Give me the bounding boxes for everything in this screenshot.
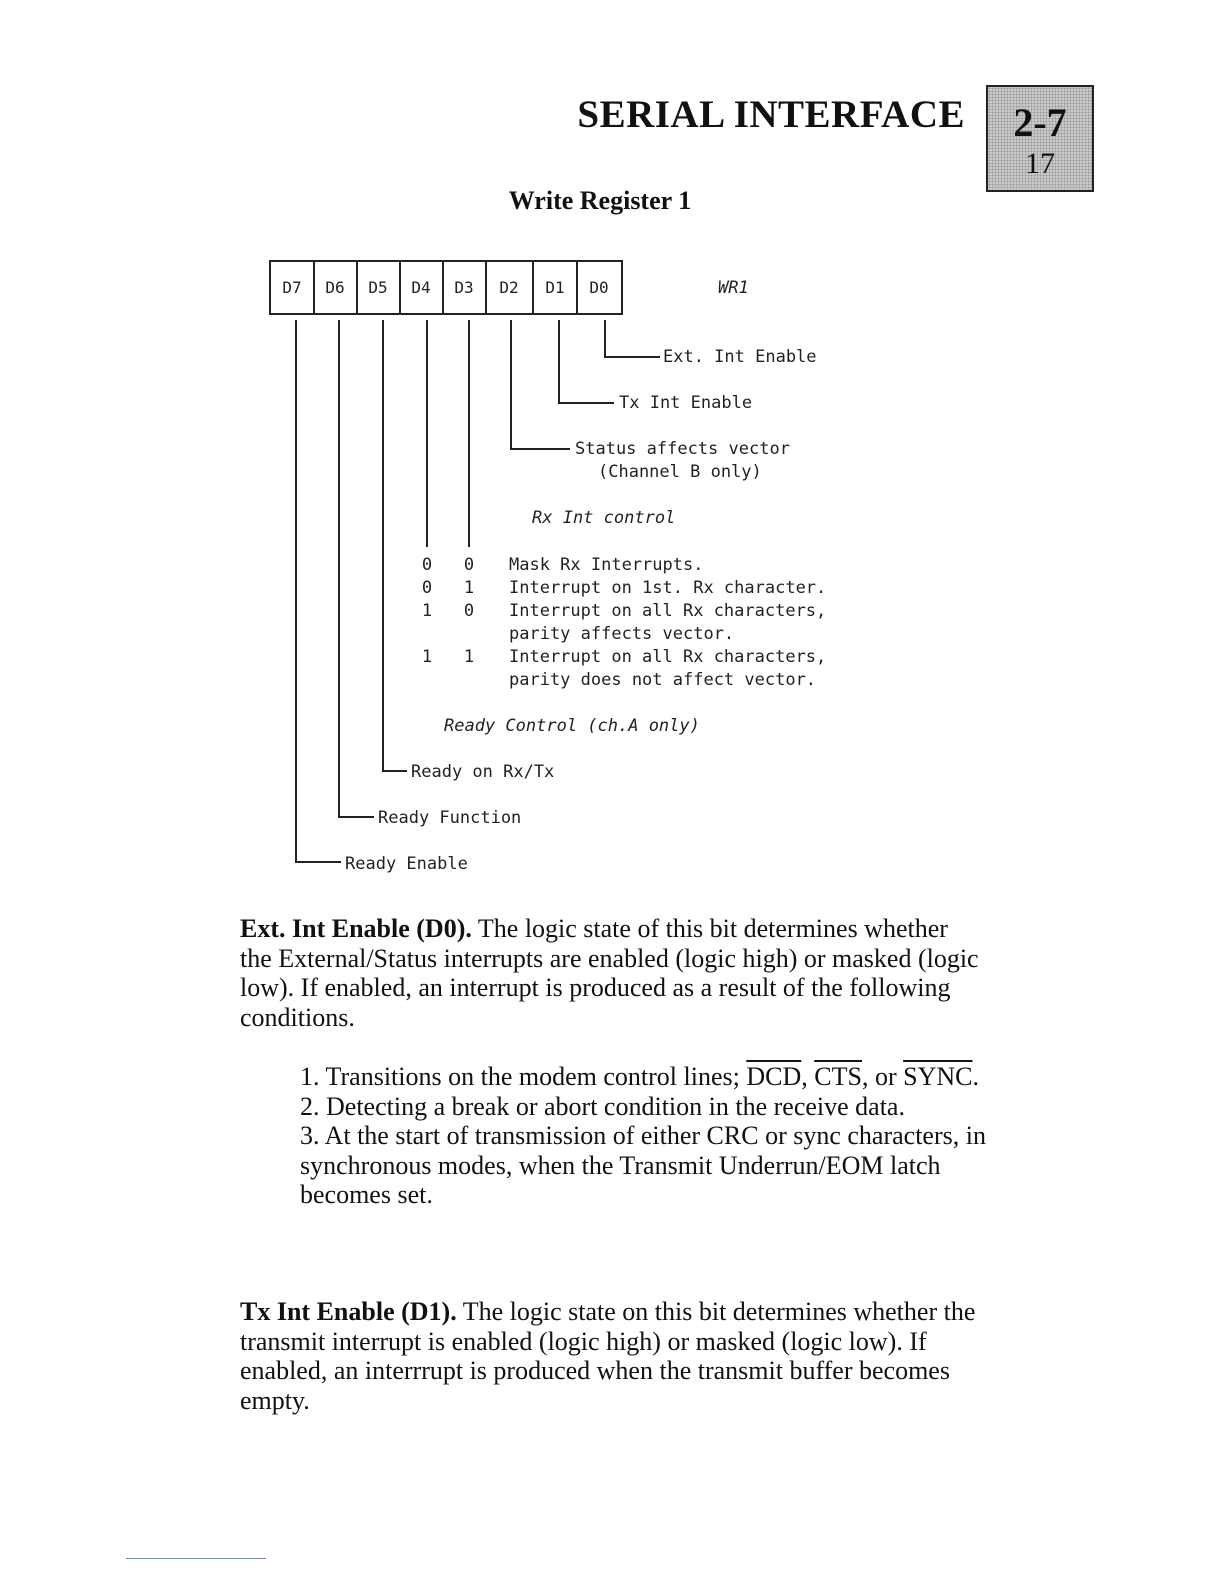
rx-row-1-d3: 0: [463, 555, 475, 575]
label-status-affects-vector: Status affects vector: [575, 439, 790, 459]
page-number: 17: [1025, 147, 1055, 180]
list-item-1-sep2: ,: [861, 1062, 869, 1091]
signal-dcd: $\overline{DCD}$: [746, 1062, 802, 1091]
rx-row-3-text-cont: parity affects vector.: [509, 624, 735, 644]
rx-row-2-text: Interrupt on 1st. Rx character.: [509, 578, 827, 598]
list-item-1-end: .: [972, 1062, 979, 1091]
rx-row-1-d4: 0: [421, 555, 433, 575]
label-tx-int-enable: Tx Int Enable: [619, 393, 753, 413]
rx-row-1-text: Mask Rx Interrupts.: [509, 555, 704, 575]
rx-row-3-d3: 0: [463, 601, 475, 621]
list-item: [300, 1062, 990, 1092]
bit-label-d4: D4: [411, 278, 431, 297]
signal-sync: SYNC: [903, 1062, 973, 1091]
ext-int-enable-heading: Ext. Int Enable (D0).: [240, 914, 472, 943]
ext-int-enable-paragraph: [240, 914, 980, 1032]
rx-int-control-heading: Rx Int control: [532, 508, 676, 528]
bit-label-d3: D3: [454, 278, 474, 297]
conditions-list: [300, 1062, 990, 1210]
rx-row-4-d4: 1: [421, 647, 433, 667]
ext-int-enable-text: The logic state of this bit determines whether the External/Status interrupts are enabled (logic high) or masked (logic low). If enabled, an interrupt is produced as a result of the following conditions.: [240, 914, 979, 1032]
bit-label-d1: D1: [545, 278, 565, 297]
list-item-1-text: 1. Transitions on the modem control lines;: [300, 1062, 740, 1091]
page-header-title: SERIAL INTERFACE: [577, 93, 965, 136]
section-number: 2-7: [1013, 100, 1067, 145]
list-item-1-or: or: [874, 1062, 897, 1091]
rx-row-2-d4: 0: [421, 578, 433, 598]
register-box: [270, 261, 622, 314]
footer-rule: [126, 1558, 266, 1559]
bit-label-d5: D5: [368, 278, 388, 297]
label-ready-on-rx-tx: Ready on Rx/Tx: [411, 762, 555, 782]
ready-control-heading: Ready Control (ch.A only): [444, 716, 700, 736]
rx-table: [422, 555, 826, 690]
rx-row-3-d4: 1: [421, 601, 433, 621]
signal-cts: $\overline{CTS}$: [814, 1062, 862, 1091]
rx-row-4-text: Interrupt on all Rx characters,: [509, 647, 827, 667]
label-ready-enable: Ready Enable: [345, 854, 468, 874]
rx-row-4-text-cont: parity does not affect vector.: [509, 670, 817, 690]
bit-label-d0: D0: [589, 278, 609, 297]
label-ready-function: Ready Function: [378, 808, 522, 828]
bit-label-d6: D6: [325, 278, 345, 297]
bit-labels: [282, 278, 608, 297]
label-ext-int-enable: Ext. Int Enable: [663, 347, 817, 367]
bit-label-d7: D7: [282, 278, 302, 297]
label-channel-b-only: (Channel B only): [598, 462, 762, 482]
tx-int-enable-paragraph: [240, 1297, 980, 1415]
list-item: 2. Detecting a break or abort condition in the receive data.: [300, 1091, 905, 1121]
bit-label-d2: D2: [499, 278, 519, 297]
diagram-title: Write Register 1: [508, 186, 692, 215]
tx-int-enable-heading: Tx Int Enable (D1).: [240, 1297, 457, 1326]
list-item-1-sep: ,: [801, 1062, 808, 1091]
rx-row-3-text: Interrupt on all Rx characters,: [509, 601, 827, 621]
tx-int-enable-text: The logic state on this bit determines whether the transmit interrupt is enabled (logic high) or masked (logic low). If enabled, an interrrupt is produced when the transmit buffer becomes empty.: [240, 1297, 976, 1415]
register-name: WR1: [718, 278, 749, 298]
rx-row-4-d3: 1: [463, 647, 475, 667]
rx-row-2-d3: 1: [463, 578, 475, 598]
list-item: 3. At the start of transmission of either CRC or sync characters, in synchronous modes, when the Transmit Underrun/EOM latch becomes set.: [300, 1121, 986, 1209]
